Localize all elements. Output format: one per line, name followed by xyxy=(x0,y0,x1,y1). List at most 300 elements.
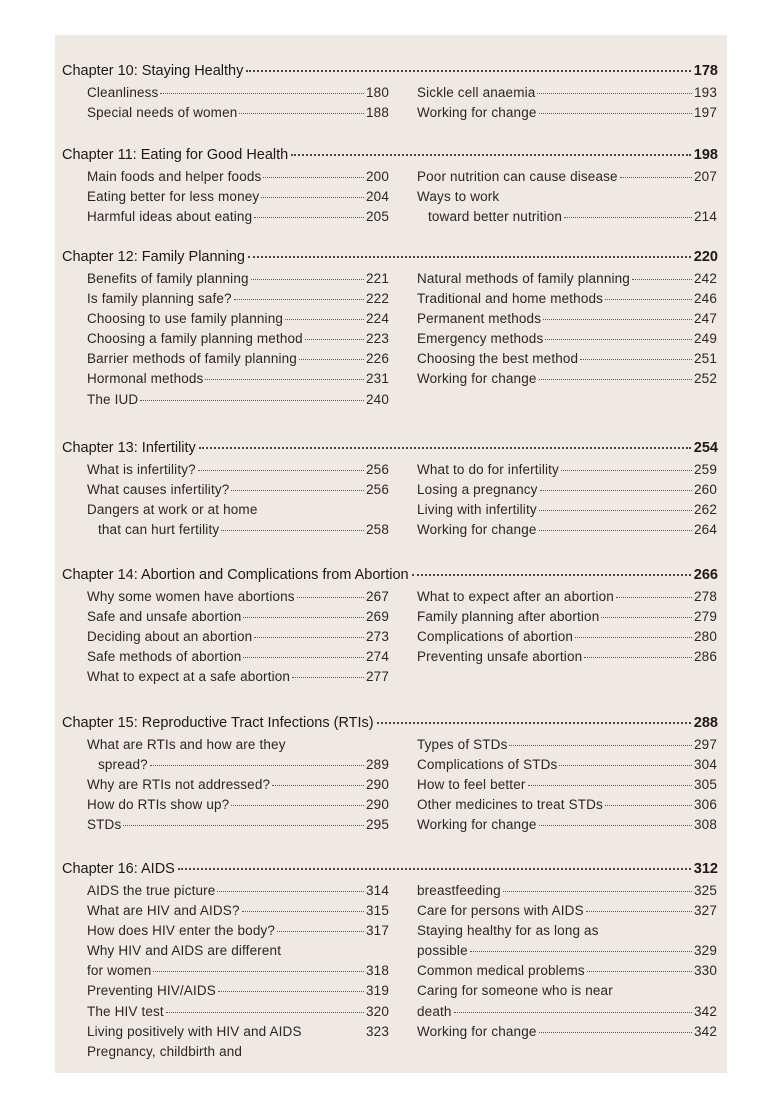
toc-entry xyxy=(417,589,717,609)
entry-page: 286 xyxy=(694,649,717,665)
entry-page: 267 xyxy=(366,589,389,604)
entry-title: Working for change xyxy=(417,371,537,387)
leader-dots xyxy=(272,785,364,786)
leader-dots xyxy=(297,597,364,598)
toc-entry xyxy=(417,923,717,943)
leader-dots xyxy=(575,637,692,638)
toc-entry xyxy=(87,609,389,629)
left-column xyxy=(87,589,389,689)
entry-page: 256 xyxy=(366,482,389,498)
chapter-heading xyxy=(62,440,718,460)
toc-entry xyxy=(87,797,389,817)
entry-title: Safe and unsafe abortion xyxy=(87,609,242,625)
entry-title: What causes infertility? xyxy=(87,482,230,498)
leader-dots xyxy=(231,490,364,491)
chapter-heading xyxy=(62,715,718,735)
entry-title: Choosing the best method xyxy=(417,351,579,367)
toc-entry xyxy=(87,311,389,331)
leader-dots xyxy=(218,991,364,992)
left-column xyxy=(87,169,389,229)
entry-page: 197 xyxy=(694,105,717,121)
toc-entry xyxy=(87,923,389,943)
chapter-13 xyxy=(62,440,718,538)
toc-entry xyxy=(417,629,717,649)
entry-title: Barrier methods of family planning xyxy=(87,351,297,367)
entry-page: 193 xyxy=(694,85,717,100)
entry-page: 295 xyxy=(366,817,389,833)
entry-title: STDs xyxy=(87,817,122,833)
entry-title: Choosing a family planning method xyxy=(87,331,303,347)
toc-entry xyxy=(87,983,389,1003)
entry-page: 279 xyxy=(694,609,717,625)
toc-entry xyxy=(417,522,717,542)
toc-entry xyxy=(417,105,717,125)
toc-entry xyxy=(417,649,717,669)
toc-entry xyxy=(417,737,717,757)
entry-title: spread? xyxy=(98,757,148,773)
leader-dots xyxy=(299,359,364,360)
entry-page: 256 xyxy=(366,462,389,477)
entry-title: Preventing HIV/AIDS xyxy=(87,983,216,999)
entry-title: Hormonal methods xyxy=(87,371,204,387)
entry-page: 180 xyxy=(366,85,389,100)
toc-entry xyxy=(87,629,389,649)
toc-entry xyxy=(417,351,717,371)
entry-title: Safe methods of abortion xyxy=(87,649,242,665)
toc-entry xyxy=(417,209,717,229)
entry-title: Emergency methods xyxy=(417,331,544,347)
chapter-title: Chapter 16: AIDS xyxy=(62,861,175,877)
entry-page: 325 xyxy=(694,883,717,898)
leader-dots xyxy=(454,1012,692,1013)
leader-dots xyxy=(123,825,364,826)
toc-entry xyxy=(87,589,389,609)
toc-entry xyxy=(417,311,717,331)
entry-title: Ways to work xyxy=(417,189,500,205)
leader-dots xyxy=(559,765,692,766)
entry-title: Staying healthy for as long as xyxy=(417,923,599,939)
leader-dots xyxy=(539,379,693,380)
entry-title: Common medical problems xyxy=(417,963,585,979)
entry-page: 269 xyxy=(366,609,389,625)
entry-title: Pregnancy, childbirth and xyxy=(87,1043,243,1059)
leader-dots xyxy=(605,805,692,806)
entry-title: Living positively with HIV and AIDS xyxy=(87,1023,302,1039)
leader-dots xyxy=(503,891,692,892)
entry-page: 319 xyxy=(366,983,389,999)
right-column xyxy=(417,883,717,1044)
leader-dots xyxy=(539,1032,693,1033)
chapter-16 xyxy=(62,861,718,1059)
entry-title: Dangers at work or at home xyxy=(87,502,258,518)
leader-dots xyxy=(545,339,692,340)
chapter-heading xyxy=(62,63,718,83)
toc-entry xyxy=(87,817,389,837)
entry-page: 188 xyxy=(366,105,389,121)
entry-title: Is family planning safe? xyxy=(87,291,232,307)
toc-entry xyxy=(87,1004,389,1024)
entry-title: Working for change xyxy=(417,1023,537,1039)
entry-title: toward better nutrition xyxy=(428,209,563,225)
toc-entry xyxy=(87,209,389,229)
entry-page: 240 xyxy=(366,391,389,407)
entry-title: The IUD xyxy=(87,391,139,407)
right-column xyxy=(417,85,717,125)
entry-title: Preventing unsafe abortion xyxy=(417,649,583,665)
entry-title: What are HIV and AIDS? xyxy=(87,903,240,919)
entry-title: that can hurt fertility xyxy=(98,522,220,538)
leader-dots xyxy=(246,70,690,72)
leader-dots xyxy=(528,785,693,786)
entry-page: 223 xyxy=(366,331,389,347)
toc-entry xyxy=(87,649,389,669)
chapter-title: Chapter 15: Reproductive Tract Infections (RTIs) xyxy=(62,715,374,731)
leader-dots xyxy=(616,597,692,598)
leader-dots xyxy=(234,299,364,300)
leader-dots xyxy=(231,805,364,806)
toc-entry xyxy=(87,271,389,291)
entry-title: What are RTIs and how are they xyxy=(87,737,286,752)
leader-dots xyxy=(470,951,692,952)
chapter-page: 220 xyxy=(693,249,718,265)
entry-title: AIDS the true picture xyxy=(87,883,216,898)
entry-title: Benefits of family planning xyxy=(87,271,249,286)
right-column xyxy=(417,589,717,669)
toc-entry xyxy=(87,1044,389,1064)
entry-title: Types of STDs xyxy=(417,737,508,752)
chapter-heading xyxy=(62,249,718,269)
toc-entry xyxy=(417,797,717,817)
toc-entry xyxy=(417,271,717,291)
entry-title: The HIV test xyxy=(87,1003,164,1019)
leader-dots xyxy=(248,256,691,258)
entry-title: Losing a pregnancy xyxy=(417,482,538,498)
chapter-title: Chapter 13: Infertility xyxy=(62,440,196,456)
entry-page: 329 xyxy=(694,943,717,959)
leader-dots xyxy=(217,891,364,892)
leader-dots xyxy=(205,379,364,380)
entry-page: 247 xyxy=(694,311,717,327)
chapter-heading xyxy=(62,861,718,881)
entry-title: Choosing to use family planning xyxy=(87,311,284,327)
leader-dots xyxy=(160,93,364,94)
entry-title: Why some women have abortions xyxy=(87,589,295,604)
leader-dots xyxy=(539,530,693,531)
entry-title: How does HIV enter the body? xyxy=(87,923,276,939)
entry-page: 289 xyxy=(366,757,389,773)
entry-page: 290 xyxy=(366,777,389,793)
entry-page: 200 xyxy=(366,169,389,184)
entry-page: 306 xyxy=(694,797,717,813)
leader-dots xyxy=(601,617,692,618)
leader-dots xyxy=(221,530,364,531)
left-column xyxy=(87,85,389,125)
toc-entry xyxy=(87,85,389,105)
toc-entry xyxy=(87,883,389,903)
entry-page: 258 xyxy=(366,522,389,538)
leader-dots xyxy=(580,359,692,360)
leader-dots xyxy=(243,617,364,618)
entry-title: Complications of STDs xyxy=(417,757,558,773)
chapter-heading xyxy=(62,567,718,587)
entry-page: 246 xyxy=(694,291,717,307)
entry-page: 224 xyxy=(366,311,389,327)
entry-title: Traditional and home methods xyxy=(417,291,604,307)
leader-dots xyxy=(263,177,364,178)
entry-page: 274 xyxy=(366,649,389,665)
chapter-heading xyxy=(62,147,718,167)
chapter-page: 312 xyxy=(693,861,718,877)
entry-page: 278 xyxy=(694,589,717,604)
toc-entry xyxy=(417,169,717,189)
entry-title: Other medicines to treat STDs xyxy=(417,797,603,813)
chapter-14 xyxy=(62,567,718,685)
toc-entry xyxy=(87,189,389,209)
entry-title: Why HIV and AIDS are different xyxy=(87,943,282,959)
entry-title: Why are RTIs not addressed? xyxy=(87,777,271,793)
entry-title: Complications of abortion xyxy=(417,629,574,645)
toc-entry xyxy=(87,963,389,983)
entry-page: 318 xyxy=(366,963,389,979)
toc-entry xyxy=(417,777,717,797)
leader-dots xyxy=(509,745,692,746)
entry-page: 314 xyxy=(366,883,389,898)
leader-dots xyxy=(242,911,364,912)
entry-title: Working for change xyxy=(417,105,537,121)
entry-title: breastfeeding xyxy=(417,883,501,898)
leader-dots xyxy=(543,319,692,320)
leader-dots xyxy=(199,447,691,449)
entry-title: How do RTIs show up? xyxy=(87,797,230,813)
leader-dots xyxy=(539,825,693,826)
right-column xyxy=(417,169,717,229)
toc-entry xyxy=(417,1004,717,1024)
entry-page: 290 xyxy=(366,797,389,813)
left-column xyxy=(87,737,389,837)
toc-entry xyxy=(87,291,389,311)
entry-page: 204 xyxy=(366,189,389,205)
chapter-title: Chapter 14: Abortion and Complications from Abortion xyxy=(62,567,409,583)
entry-page: 323 xyxy=(366,1023,389,1039)
toc-entry xyxy=(417,502,717,522)
toc-entry xyxy=(417,757,717,777)
leader-dots xyxy=(166,1012,364,1013)
leader-dots xyxy=(243,657,364,658)
entry-title: Natural methods of family planning xyxy=(417,271,630,286)
leader-dots xyxy=(251,279,364,280)
leader-dots xyxy=(140,400,364,401)
entry-title: Permanent methods xyxy=(417,311,542,327)
entry-title: What to expect after an abortion xyxy=(417,589,614,604)
toc-page xyxy=(55,35,727,1073)
entry-title: Care for persons with AIDS xyxy=(417,903,584,919)
toc-entry xyxy=(87,351,389,371)
entry-page: 231 xyxy=(366,371,389,387)
toc-entry xyxy=(417,462,717,482)
entry-page: 342 xyxy=(694,1023,717,1039)
toc-entry xyxy=(417,291,717,311)
toc-entry xyxy=(87,757,389,777)
left-column xyxy=(87,462,389,542)
entry-title: Cleanliness xyxy=(87,85,159,100)
leader-dots xyxy=(153,971,364,972)
leader-dots xyxy=(632,279,692,280)
leader-dots xyxy=(564,217,692,218)
chapter-15 xyxy=(62,715,718,833)
leader-dots xyxy=(377,722,691,724)
toc-entry xyxy=(417,331,717,351)
leader-dots xyxy=(584,657,692,658)
toc-entry xyxy=(87,737,389,757)
entry-title: possible xyxy=(417,943,468,959)
entry-title: Poor nutrition can cause disease xyxy=(417,169,618,184)
entry-page: 222 xyxy=(366,291,389,307)
leader-dots xyxy=(150,765,364,766)
toc-entry xyxy=(87,522,389,542)
entry-page: 304 xyxy=(694,757,717,773)
entry-page: 273 xyxy=(366,629,389,645)
toc-entry xyxy=(87,105,389,125)
entry-page: 242 xyxy=(694,271,717,286)
chapter-title: Chapter 11: Eating for Good Health xyxy=(62,147,289,163)
toc-entry xyxy=(87,371,389,391)
chapter-page: 288 xyxy=(693,715,718,731)
entry-title: What to do for infertility xyxy=(417,462,559,477)
leader-dots xyxy=(539,113,693,114)
entry-page: 330 xyxy=(694,963,717,979)
toc-entry xyxy=(417,903,717,923)
entry-page: 260 xyxy=(694,482,717,498)
leader-dots xyxy=(285,319,364,320)
entry-title: Eating better for less money xyxy=(87,189,260,205)
toc-entry xyxy=(417,963,717,983)
toc-entry xyxy=(87,462,389,482)
leader-dots xyxy=(305,339,364,340)
entry-page: 252 xyxy=(694,371,717,387)
entry-page: 297 xyxy=(694,737,717,752)
leader-dots xyxy=(198,470,364,471)
entry-title: What is infertility? xyxy=(87,462,196,477)
entry-page: 251 xyxy=(694,351,717,367)
entry-title: Caring for someone who is near xyxy=(417,983,613,999)
entry-title: What to expect at a safe abortion xyxy=(87,669,291,685)
entry-page: 317 xyxy=(366,923,389,939)
leader-dots xyxy=(292,677,364,678)
toc-entry xyxy=(417,817,717,837)
leader-dots xyxy=(412,574,691,576)
entry-page: 277 xyxy=(366,669,389,685)
toc-entry xyxy=(87,777,389,797)
toc-entry xyxy=(417,85,717,105)
toc-entry xyxy=(87,169,389,189)
entry-page: 259 xyxy=(694,462,717,477)
toc-entry xyxy=(417,371,717,391)
toc-entry xyxy=(417,482,717,502)
leader-dots xyxy=(539,510,692,511)
entry-page: 214 xyxy=(694,209,717,225)
entry-title: death xyxy=(417,1003,452,1019)
toc-entry xyxy=(87,903,389,923)
entry-title: Working for change xyxy=(417,522,537,538)
entry-page: 226 xyxy=(366,351,389,367)
entry-title: Main foods and helper foods xyxy=(87,169,262,184)
entry-page: 205 xyxy=(366,209,389,225)
left-column xyxy=(87,883,389,1064)
toc-entry xyxy=(417,189,717,209)
leader-dots xyxy=(561,470,692,471)
toc-entry xyxy=(87,502,389,522)
toc-entry xyxy=(87,669,389,689)
toc-entry xyxy=(417,883,717,903)
right-column xyxy=(417,271,717,392)
chapter-title: Chapter 10: Staying Healthy xyxy=(62,63,244,79)
toc-entry xyxy=(87,1024,389,1044)
entry-page: 249 xyxy=(694,331,717,347)
entry-title: Harmful ideas about eating xyxy=(87,209,253,225)
chapter-page: 254 xyxy=(693,440,718,456)
entry-title: Working for change xyxy=(417,817,537,833)
entry-page: 264 xyxy=(694,522,717,538)
leader-dots xyxy=(291,154,691,156)
leader-dots xyxy=(239,113,364,114)
entry-title: Deciding about an abortion xyxy=(87,629,253,645)
toc-entry xyxy=(417,943,717,963)
leader-dots xyxy=(587,971,692,972)
toc-entry xyxy=(87,943,389,963)
leader-dots xyxy=(605,299,692,300)
leader-dots xyxy=(537,93,692,94)
entry-title: for women xyxy=(87,963,152,979)
leader-dots xyxy=(620,177,692,178)
entry-title: Living with infertility xyxy=(417,502,537,518)
chapter-12 xyxy=(62,249,718,407)
chapter-10 xyxy=(62,63,718,121)
entry-page: 320 xyxy=(366,1003,389,1019)
right-column xyxy=(417,462,717,542)
toc-entry xyxy=(417,1024,717,1044)
entry-page: 305 xyxy=(694,777,717,793)
left-column xyxy=(87,271,389,412)
chapter-page: 198 xyxy=(693,147,718,163)
entry-page: 327 xyxy=(694,903,717,919)
toc-entry xyxy=(87,392,389,412)
leader-dots xyxy=(254,217,364,218)
leader-dots xyxy=(586,911,692,912)
toc-entry xyxy=(417,609,717,629)
toc-entry xyxy=(417,983,717,1003)
leader-dots xyxy=(254,637,364,638)
entry-page: 342 xyxy=(694,1003,717,1019)
leader-dots xyxy=(261,197,364,198)
entry-title: Family planning after abortion xyxy=(417,609,600,625)
toc-entry xyxy=(87,482,389,502)
chapter-title: Chapter 12: Family Planning xyxy=(62,249,245,265)
chapter-page: 178 xyxy=(693,63,718,79)
entry-page: 207 xyxy=(694,169,717,184)
chapter-page: 266 xyxy=(693,567,718,583)
entry-page: 262 xyxy=(694,502,717,518)
entry-page: 315 xyxy=(366,903,389,919)
entry-title: Special needs of women xyxy=(87,105,238,121)
entry-page: 280 xyxy=(694,629,717,645)
toc-entry xyxy=(87,331,389,351)
entry-title: Sickle cell anaemia xyxy=(417,85,536,100)
chapter-11 xyxy=(62,147,718,225)
leader-dots xyxy=(277,931,364,932)
leader-dots xyxy=(540,490,692,491)
right-column xyxy=(417,737,717,837)
entry-title: How to feel better xyxy=(417,777,526,793)
